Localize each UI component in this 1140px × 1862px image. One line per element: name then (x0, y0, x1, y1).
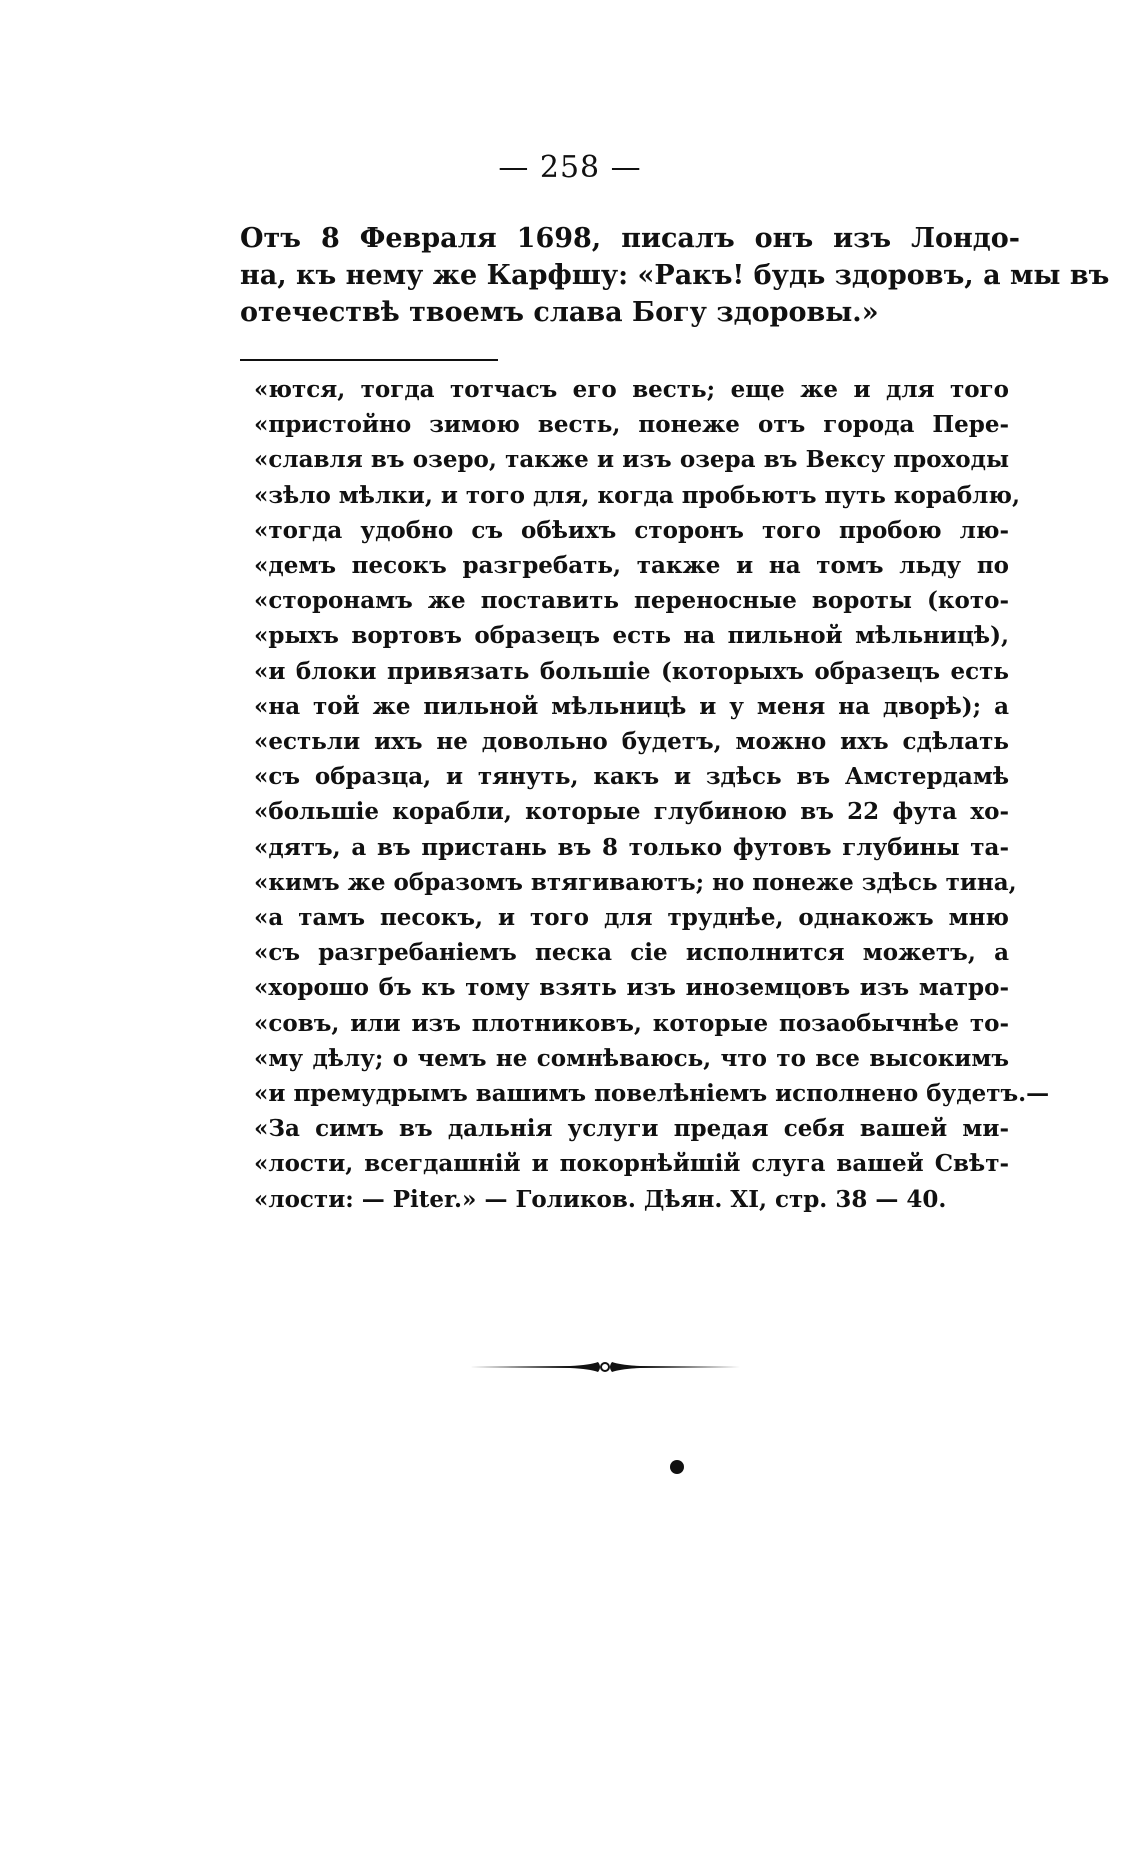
footnote-line: «лости, всегдашній и покорнѣйшій слуга вашей Свѣт- (254, 1150, 1009, 1178)
main-line: на, къ нему же Карфшу: «Ракъ! будь здоровъ, а мы въ (240, 260, 1110, 291)
footnote-line: «лости: — Piter.» — Голиков. Дѣян. XI, стр. 38 — 40. (254, 1185, 947, 1213)
footnote-line: «дятъ, а въ пристань въ 8 только футовъ глубины та- (254, 833, 1009, 861)
footnote-line: «демъ песокъ разгребать, также и на томъ льду по (254, 552, 1009, 580)
footnote-line: «кимъ же образомъ втягиваютъ; но понеже здѣсь тина, (254, 868, 1017, 896)
footnote-divider (240, 359, 498, 361)
footnote-line: «а тамъ песокъ, и того для труднѣе, однакожъ мню (254, 904, 1009, 932)
ornament-divider (470, 1355, 740, 1379)
footnote-line: «рыхъ вортовъ образецъ есть на пильной мѣльницѣ), (254, 622, 1009, 650)
footnote-line: «большіе корабли, которые глубиною въ 22 фута хо- (254, 798, 1009, 826)
footnote-line: «пристойно зимою весть, понеже отъ города Пере- (254, 411, 1009, 439)
footnote-line: «ются, тогда тотчасъ его весть; еще же и для того (254, 376, 1009, 403)
main-paragraph (240, 220, 1110, 331)
footnote-line: «зѣло мѣлки, и того для, когда пробьютъ путь кораблю, (254, 481, 1020, 509)
footnote-line: «на той же пильной мѣльницѣ и у меня на дворѣ); а (254, 692, 1009, 720)
footnote-line: «тогда удобно съ обѣихъ сторонъ того пробою лю- (254, 516, 1009, 544)
main-line: Отъ 8 Февраля 1698, писалъ онъ изъ Лондо- (240, 223, 1020, 254)
ink-dot (670, 1460, 684, 1474)
footnote-line: «съ образца, и тянуть, какъ и здѣсь въ Амстердамѣ (254, 763, 1009, 791)
page-number: — 258 — (498, 150, 642, 185)
footnote-line: «сторонамъ же поставить переносные вороты (кото- (254, 587, 1009, 615)
footnote-line: «хорошо бъ къ тому взять изъ иноземцовъ изъ матро- (254, 974, 1009, 1002)
footnote-line: «совъ, или изъ плотниковъ, которые позаобычнѣе то- (254, 1009, 1009, 1037)
footnote-line: «и премудрымъ вашимъ повелѣніемъ исполнено будетъ.— (254, 1080, 1050, 1108)
footnote (254, 372, 1050, 1217)
footnote-line: «За симъ въ дальнія услуги предая себя вашей ми- (254, 1115, 1009, 1143)
footnote-line: «и блоки привязать большіе (которыхъ образецъ есть (254, 657, 1009, 685)
footnote-line: «съ разгребаніемъ песка сіе исполнится можетъ, а (254, 939, 1009, 967)
footnote-line: «му дѣлу; о чемъ не сомнѣваюсь, что то все высокимъ (254, 1044, 1009, 1072)
footnote-line: «славля въ озеро, также и изъ озера въ Вексу проходы (254, 446, 1009, 474)
main-line: отечествѣ твоемъ слава Богу здоровы.» (240, 297, 879, 328)
footnote-line: «естьли ихъ не довольно будетъ, можно ихъ сдѣлать (254, 728, 1009, 756)
